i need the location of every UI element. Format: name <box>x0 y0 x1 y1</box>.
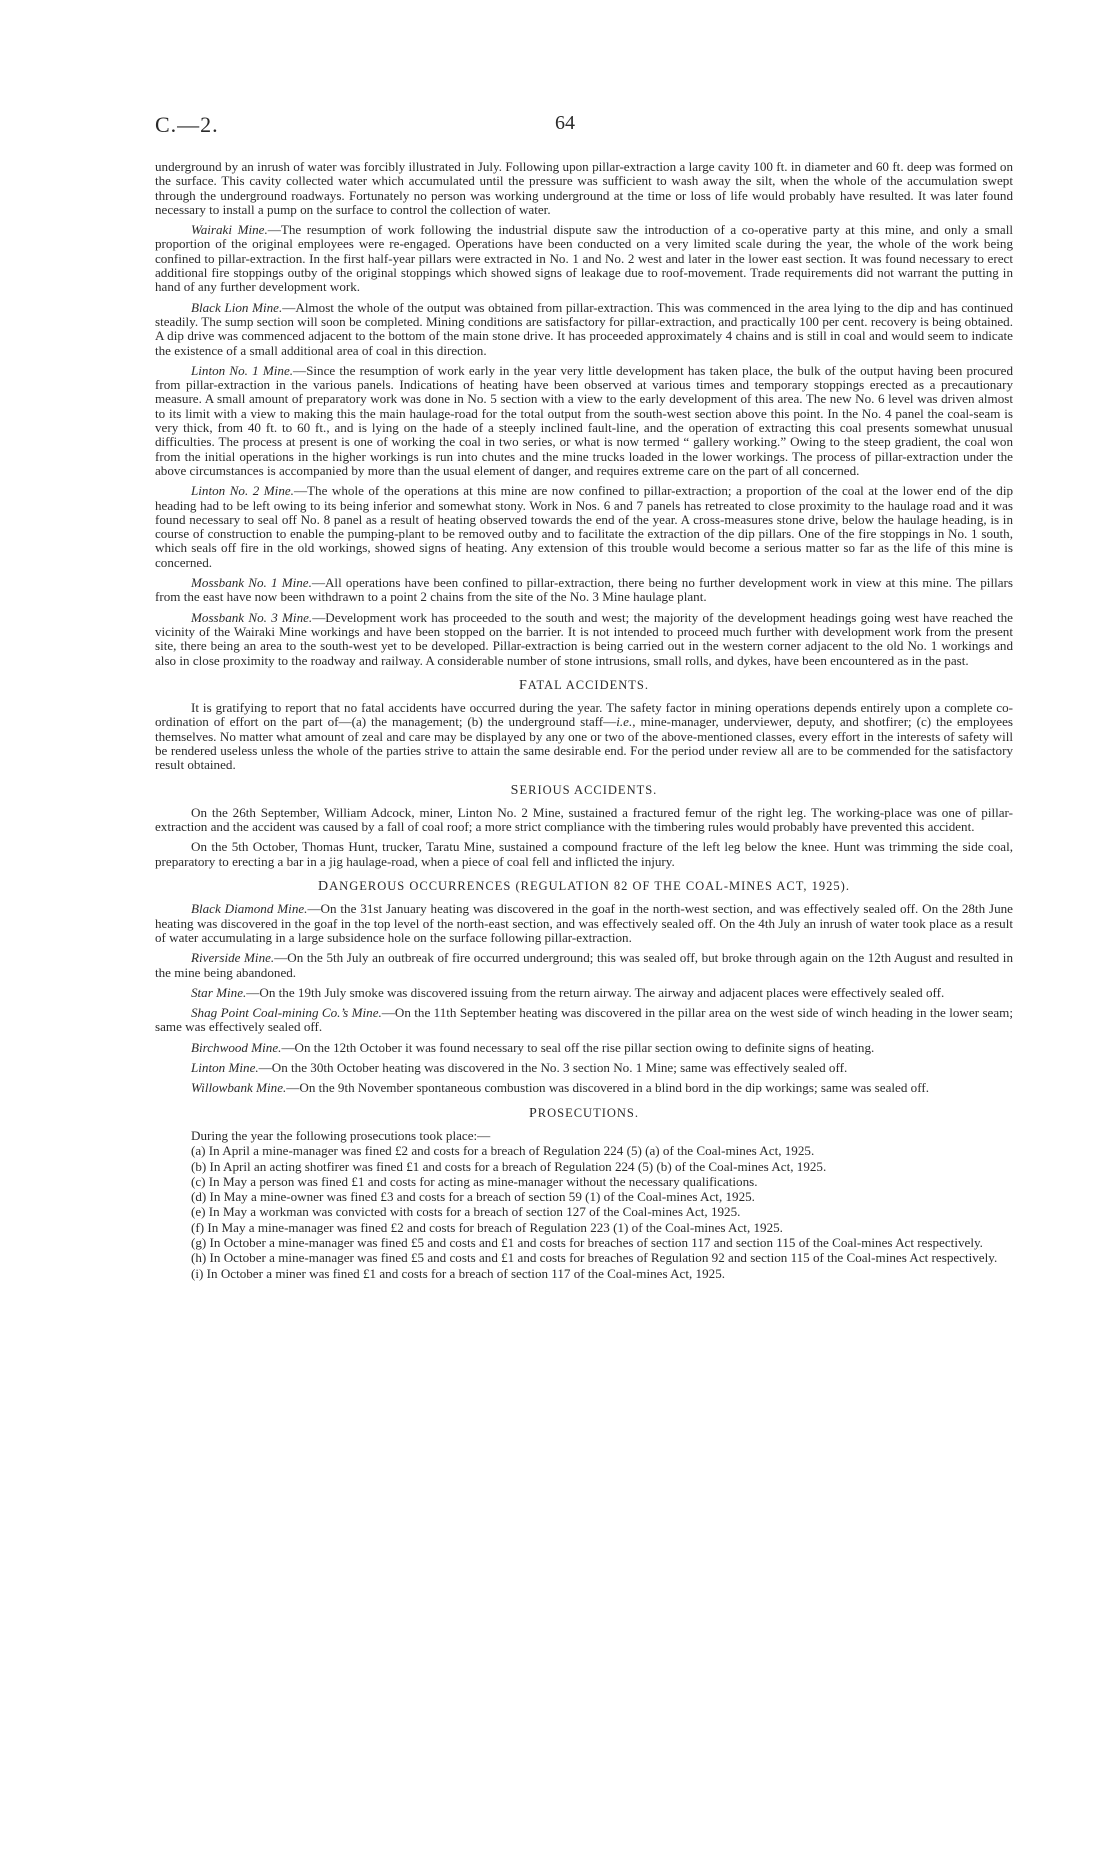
prosecution-item: (c) In May a person was fined £1 and costs for acting as mine-manager without the necessary qualifications. <box>191 1173 758 1189</box>
mine-name: Linton No. 1 Mine. <box>191 362 294 378</box>
occurrence-paragraph: Star Mine.—On the 19th July smoke was discovered issuing from the return airway. The airway and adjacent places were effectively sealed off. <box>191 984 945 1000</box>
prosecution-item: (i) In October a miner was fined £1 and costs for a breach of section 117 of the Coal-mines Act, 1925. <box>191 1265 726 1281</box>
mine-text: —The whole of the operations at this mine are now confined to pillar-extraction; a proportion of the coal at the lower end of the dip heading had to be left owing to its being inferior and somewhat stony. Work in Nos. 6 and 7 panels has retreated to close proximity to the haulage road and it was found necessary to seal off No. 8 panel as a result of heating observed towards the end of the year. A cross-measures stone drive, below the haulage heading, is in course of construction to enable the pumping-plant to be removed outby and to facilitate the extraction of the dip pillars. One of the fire stoppings in No. 1 south, which seals off fire in the old workings, showed signs of heating. Any extension of this trouble would become a serious matter so far as the life of this mine is concerned. <box>155 483 1013 570</box>
page-header <box>155 112 1015 142</box>
prosecution-item: (f) In May a mine-manager was fined £2 and costs for breach of Regulation 223 (1) of the Coal-mines Act, 1925. <box>191 1219 783 1235</box>
prosecution-item: (e) In May a workman was convicted with costs for a breach of section 127 of the Coal-mines Act, 1925. <box>191 1204 741 1220</box>
prosecution-item: (b) In April an acting shotfirer was fined £1 and costs for a breach of Regulation 224 (5) (b) of the Coal-mines Act, 1925. <box>191 1158 827 1174</box>
occurrence-paragraph: Linton Mine.—On the 30th October heating was discovered in the No. 3 section No. 1 Mine; same was effectively sealed off. <box>191 1060 848 1076</box>
mine-paragraph-wairaki <box>155 223 1013 294</box>
mine-name: Mossbank No. 1 Mine. <box>191 575 312 591</box>
section-heading-fatal-accidents: FATAL ACCIDENTS. <box>519 677 649 693</box>
mine-name: Mossbank No. 3 Mine. <box>191 609 313 625</box>
mine-name: Linton No. 2 Mine. <box>191 483 294 499</box>
mine-paragraph-linton-1 <box>155 364 1013 478</box>
page-number: 64 <box>555 112 575 134</box>
prosecution-item: (h) In October a mine-manager was fined £5 and costs and £1 and costs for breaches of Regulation 92 and section 115 of the Coal-mines Act respectively. <box>191 1250 998 1266</box>
document-body <box>155 160 1013 1282</box>
prosecutions-list <box>155 1129 1013 1281</box>
section-heading-dangerous-occurrences: DANGEROUS OCCURRENCES (REGULATION 82 OF THE COAL-MINES ACT, 1925). <box>318 879 850 895</box>
occurrence-paragraph: Birchwood Mine.—On the 12th October it was found necessary to seal off the rise pillar section owing to definite signs of heating. <box>191 1039 875 1055</box>
mine-paragraph-black-lion <box>155 301 1013 358</box>
serious-accident-paragraph: On the 5th October, Thomas Hunt, trucker, Taratu Mine, sustained a compound fracture of the left leg below the knee. Hunt was trimming the side coal, preparatory to erecting a bar in a jig haulage-road, when a piece of coal fell and inflicted the injury. <box>155 839 1013 869</box>
occurrence-paragraph: Shag Point Coal-mining Co.’s Mine.—On the 11th September heating was discovered in the pillar area on the west side of winch heading in the lower seam; same was effectively sealed off. <box>155 1005 1013 1035</box>
mine-text: —Development work has proceeded to the south and west; the majority of the development headings going west have reached the vicinity of the Wairaki Mine workings and have been stopped on the barrier. It is not intended to proceed much further with development work from the present site, there being an area to the south-west yet to be developed. Pillar-extraction is being carried out in the western corner adjacent to the old No. 1 workings and also in close proximity to the roadway and railway. A considerable number of stone intrusions, small rolls, and dykes, have been encountered as in the past. <box>155 609 1013 668</box>
occurrence-paragraph: Black Diamond Mine.—On the 31st January heating was discovered in the goaf in the north-west section, and was effectively sealed off. On the 28th June heating was discovered in the goaf in the top level of the north-east section, and was effectively sealed off. On the 4th July an inrush of water took place as a result of water accumulating in a large subsidence hole on the surface following pillar-extraction. <box>155 901 1013 945</box>
prosecution-item: (d) In May a mine-owner was fined £3 and costs for a breach of section 59 (1) of the Coal-mines Act, 1925. <box>191 1189 755 1205</box>
occurrence-paragraph: Willowbank Mine.—On the 9th November spontaneous combustion was discovered in a blind bord in the dip workings; same was sealed off. <box>191 1080 929 1096</box>
mine-paragraph-linton-2 <box>155 484 1013 570</box>
mine-name: Black Lion Mine. <box>191 299 283 315</box>
prosecutions-intro: During the year the following prosecutions took place:— <box>191 1127 491 1143</box>
mine-text: —All operations have been confined to pillar-extraction, there being no further development work in view at this mine. The pillars from the east have now been withdrawn to a point 2 chains from the site of the No. 3 Mine haulage plant. <box>155 575 1013 605</box>
document-code: C.—2. <box>155 112 219 137</box>
occurrence-paragraph: Riverside Mine.—On the 5th July an outbreak of fire occurred underground; this was sealed off, but broke through again on the 12th August and resulted in the mine being abandoned. <box>155 950 1013 980</box>
intro-paragraph: underground by an inrush of water was forcibly illustrated in July. Following upon pillar-extraction a large cavity 100 ft. in diameter and 60 ft. deep was formed on the surface. This cavity collected water which accumulated until the pressure was sufficient to wash away the silt, when the whole of the accumulation swept through the underground roadways. Fortunately no person was working underground at the time or loss of life would probably have resulted. It was later found necessary to install a pump on the surface to control the collection of water. <box>155 159 1013 217</box>
mine-paragraph-mossbank-3 <box>155 611 1013 668</box>
prosecution-item: (g) In October a mine-manager was fined £5 and costs and £1 and costs for breaches of section 117 and section 115 of the Coal-mines Act respectively. <box>191 1235 983 1250</box>
prosecution-item: (a) In April a mine-manager was fined £2 and costs for a breach of Regulation 224 (5) (a) of the Coal-mines Act, 1925. <box>191 1143 815 1159</box>
fatal-accidents-paragraph: It is gratifying to report that no fatal accidents have occurred during the year. The safety factor in mining operations depends entirely upon a complete co-ordination of effort on the part of—(a) the management; (b) the underground staff—i.e., mine-manager, underviewer, deputy, and shotfirer; (c) the employees themselves. No matter what amount of zeal and care may be displayed by any one or two of the above-mentioned classes, every effort in the interests of safety will be rendered useless unless the whole of the parties strive to attain the same desirable end. For the period under review all are to be commended for the satisfactory result obtained. <box>155 700 1013 773</box>
section-heading-prosecutions: PROSECUTIONS. <box>528 1105 640 1121</box>
mine-text: —Almost the whole of the output was obtained from pillar-extraction. This was commenced in the area lying to the dip and has continued steadily. The sump section will soon be completed. Mining conditions are satisfactory for pillar-extraction, and practically 100 per cent. recovery is being obtained. A dip drive was commenced adjacent to the bottom of the main stone drive. It has proceeded approximately 4 chains and is still in coal and would seem to indicate the existence of a small additional area of coal in this direction. <box>155 299 1014 358</box>
mine-name: Wairaki Mine. <box>191 222 268 238</box>
mine-text: —Since the resumption of work early in the year very little development has taken place, the bulk of the output having been procured from pillar-extraction in the various panels. Indications of heating have been observed at various times and temporary stoppings erected as a precautionary measure. A small amount of preparatory work was done in No. 5 section with a view to the early development of this area. The new No. 6 level was driven almost to its limit with a view to making this the main haulage-road for the total output from the south-west section above this point. In the No. 4 panel the coal-seam is very thick, from 40 ft. to 60 ft., and is lying on the hade of a steeply inclined fault-line, and the operation of extracting this coal presents somewhat unusual difficulties. The process at present is one of working the coal in two series, or what is now termed “ gallery working.” Owing to the steep gradient, the coal won from the initial operations in the higher workings is run into chutes and the mine trucks loaded in the lower workings. The process of pillar-extraction under the above circumstances is accompanied by more than the usual element of danger, and requires extreme care on the part of all concerned. <box>155 362 1013 478</box>
serious-accident-paragraph: On the 26th September, William Adcock, miner, Linton No. 2 Mine, sustained a fractured femur of the right leg. The working-place was one of pillar-extraction and the accident was caused by a fall of coal roof; a more strict compliance with the timbering rules would probably have prevented this accident. <box>155 804 1013 835</box>
mine-paragraph-mossbank-1 <box>155 576 1013 605</box>
section-heading-serious-accidents: SERIOUS ACCIDENTS. <box>510 782 658 798</box>
mine-text: —The resumption of work following the industrial dispute saw the introduction of a co-operative party at this mine, and only a small proportion of the original employees were re-engaged. Operations have been conducted on a very limited scale during the year, the whole of the work being confined to pillar-extraction. In the first half-year pillars were extracted in No. 1 and No. 2 west and later in the lower east section. It was found necessary to erect additional fire stoppings outby of the original stoppings which showed signs of leakage due to roof-movement. Trade requirements did not warrant the putting in hand of any further development work. <box>155 222 1013 295</box>
